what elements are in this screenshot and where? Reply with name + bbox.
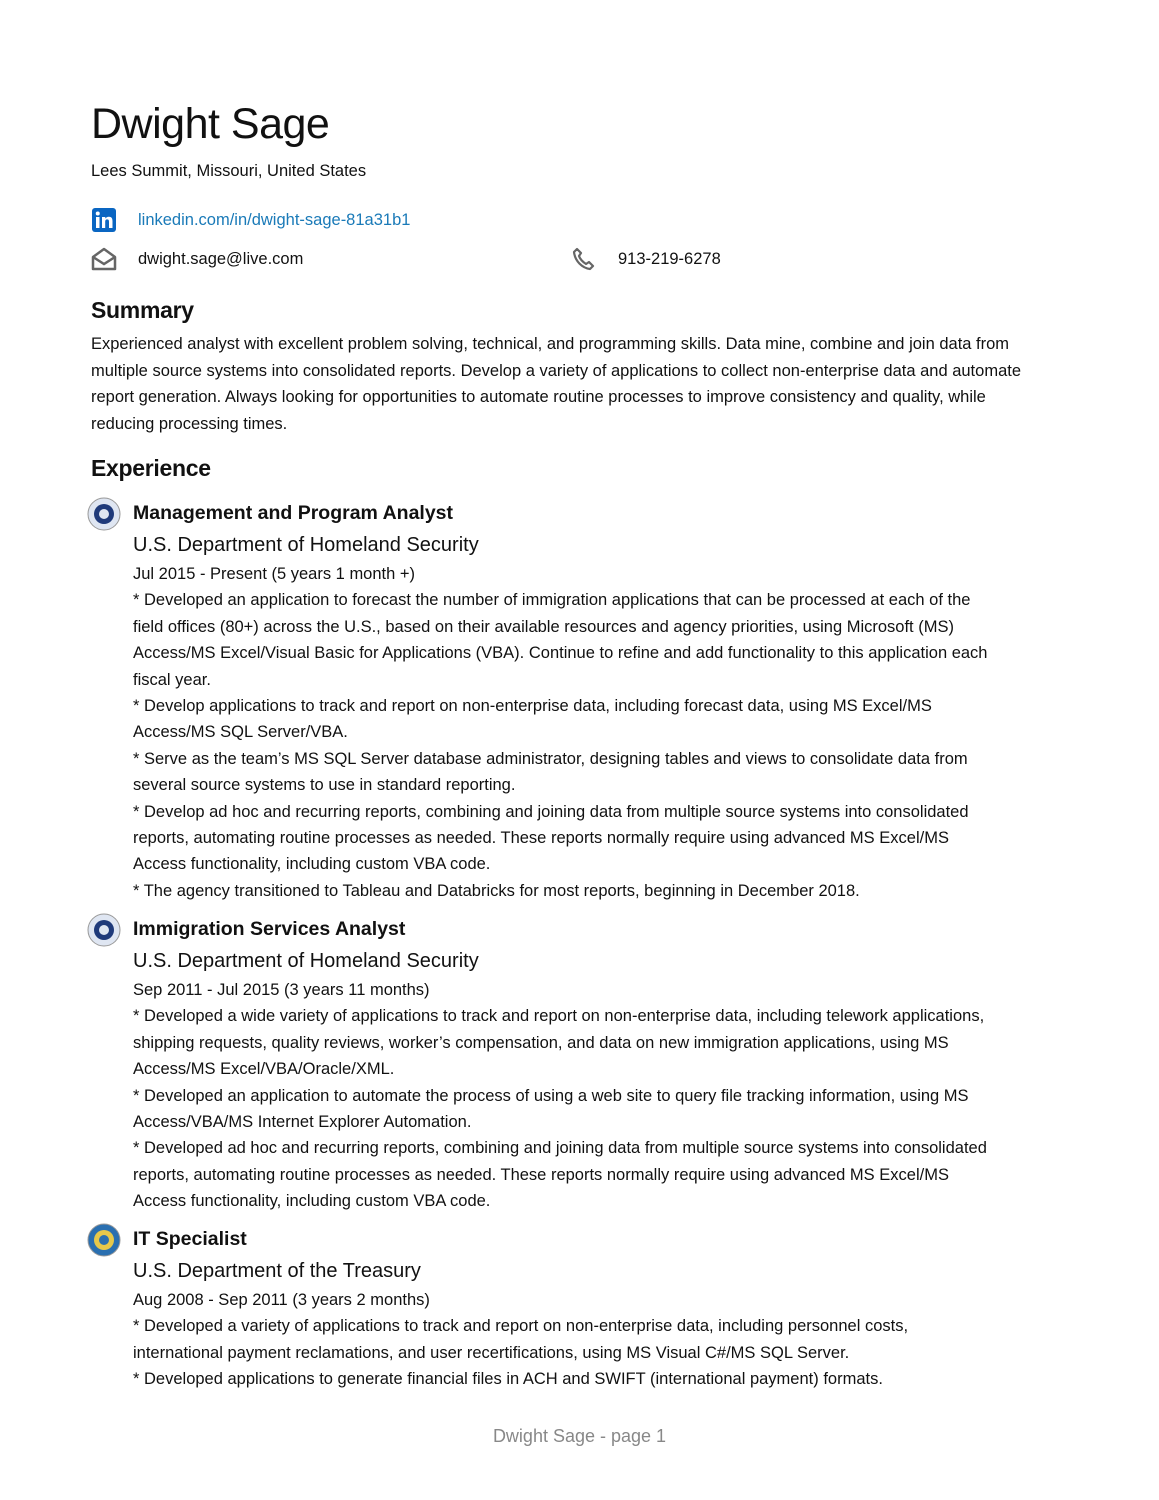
job-bullet: * Serve as the team’s MS SQL Server database administrator, designing tables and views to consolidate data from several source systems to use in standard reporting. xyxy=(133,749,968,795)
job-title: Management and Program Analyst xyxy=(133,502,454,524)
agency-seal-icon xyxy=(87,913,121,947)
email[interactable]: dwight.sage@live.com xyxy=(138,249,304,268)
job-title: IT Specialist xyxy=(133,1228,247,1250)
job-bullet: * Developed applications to generate financial files in ACH and SWIFT (international payment) formats. xyxy=(133,1370,883,1389)
phone-contact xyxy=(571,246,721,272)
company-name: U.S. Department of the Treasury xyxy=(133,1260,421,1282)
job-bullet: * Develop ad hoc and recurring reports, combining and joining data from multiple source systems into consolidated reports, automating routine processes as needed. These reports normally require using advanced MS Excel/MS Access functionality, including custom VBA code. xyxy=(133,802,969,874)
candidate-name: Dwight Sage xyxy=(91,100,330,148)
agency-seal-icon xyxy=(87,1223,121,1257)
company-name: U.S. Department of Homeland Security xyxy=(133,950,479,972)
job-bullet: * Developed a variety of applications to track and report on non-enterprise data, including personnel costs, international payment reclamations, and user recertifications, using MS Visual C#/MS SQL Server. xyxy=(133,1317,909,1362)
envelope-icon xyxy=(91,246,117,272)
agency-seal-icon xyxy=(87,497,121,531)
job-bullet: * Developed a wide variety of applications to track and report on non-enterprise data, including telework applications, shipping requests, quality reviews, worker’s compensation, and data on new immigration applications, using MS Access/MS Excel/VBA/Oracle/XML. xyxy=(133,1007,985,1079)
linkedin-contact xyxy=(91,207,410,233)
linkedin-icon xyxy=(91,207,117,233)
job-bullet: * Developed ad hoc and recurring reports, combining and joining data from multiple source systems into consolidated reports, automating routine processes as needed. These reports normally require using advanced MS Excel/MS Access functionality, including custom VBA code. xyxy=(133,1139,987,1211)
page-footer: Dwight Sage - page 1 xyxy=(492,1426,667,1446)
experience-entry xyxy=(91,497,1011,904)
summary-heading: Summary xyxy=(91,297,194,323)
job-bullet: * Developed an application to forecast the number of immigration applications that can be processed at each of the field offices (80+) across the U.S., based on their available resources and agency priorities, using Microsoft (MS) Access/MS Excel/Visual Basic for Applications (VBA). Continue to refine and add functionality to this application each fiscal year. xyxy=(133,591,988,689)
linkedin-link[interactable]: linkedin.com/in/dwight-sage-81a31b1 xyxy=(138,210,411,229)
summary-text: Experienced analyst with excellent problem solving, technical, and programming skills. Data mine, combine and join data from multiple source systems into consolidated reports. Develop a variety of applications to collect non-enterprise data and automate report generation. Always looking for opportunities to automate routine processes to improve consistency and quality, while reducing processing times. xyxy=(91,335,1022,433)
job-bullet: * The agency transitioned to Tableau and Databricks for most reports, beginning in December 2018. xyxy=(133,881,860,900)
phone[interactable]: 913-219-6278 xyxy=(618,249,721,268)
job-bullet: * Developed an application to automate the process of using a web site to query file tracking information, using MS Access/VBA/MS Internet Explorer Automation. xyxy=(133,1086,969,1132)
phone-icon xyxy=(571,246,597,272)
experience-entry xyxy=(91,1223,1011,1393)
job-dates: Jul 2015 - Present (5 years 1 month +) xyxy=(133,565,416,583)
location: Lees Summit, Missouri, United States xyxy=(91,162,367,180)
job-dates: Aug 2008 - Sep 2011 (3 years 2 months) xyxy=(133,1291,430,1309)
company-name: U.S. Department of Homeland Security xyxy=(133,534,479,556)
job-dates: Sep 2011 - Jul 2015 (3 years 11 months) xyxy=(133,981,430,999)
job-bullet: * Develop applications to track and report on non-enterprise data, including forecast data, using MS Excel/MS Access/MS SQL Server/VBA. xyxy=(133,697,932,742)
experience-heading: Experience xyxy=(91,455,211,481)
job-title: Immigration Services Analyst xyxy=(133,918,406,940)
email-contact xyxy=(91,246,303,272)
experience-entry xyxy=(91,913,1011,1215)
